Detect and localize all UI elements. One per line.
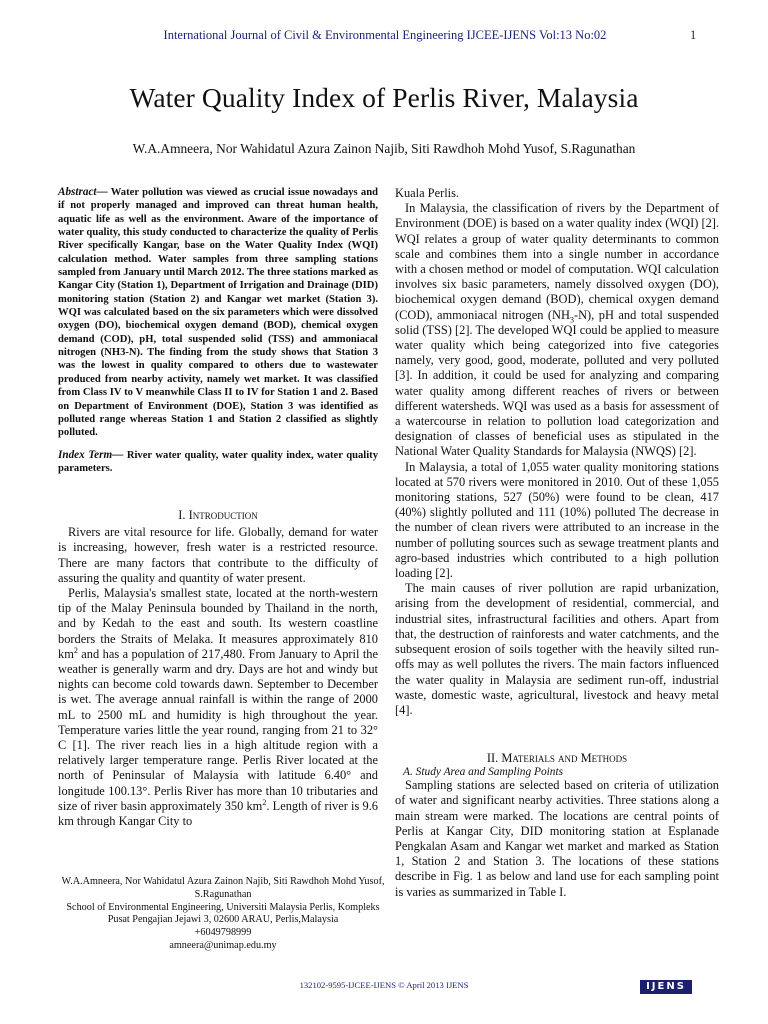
- page-number: 1: [690, 28, 697, 42]
- section-heading-introduction: [58, 508, 378, 523]
- abstract-lead: Abstract—: [58, 186, 108, 198]
- affiliation-phone: +6049798999: [194, 927, 252, 939]
- section-number: II.: [486, 751, 499, 766]
- index-terms-text: River water quality, water quality index, water quality parameters.: [58, 449, 378, 474]
- section-title: Introduction: [188, 508, 258, 523]
- ijens-logo: IJENS: [640, 980, 692, 994]
- intro-paragraph-1: Rivers are vital resource for life. Globally, demand for water is increasing, however, fresh water is a restricted resource. There are many factors that contribute to the difficulty of assuring the quality and quantity of water present.: [58, 525, 378, 585]
- affiliation-email: amneera@unimap.edu.my: [169, 939, 277, 951]
- footer-code: 132102-9595-IJCEE-IJENS © April 2013 IJENS: [299, 980, 469, 990]
- right-column: [395, 186, 719, 900]
- intro-paragraph-2c: . Length of river is 9.6 km through Kangar City to: [58, 798, 378, 829]
- abstract: [58, 186, 378, 440]
- subscript: 3: [569, 315, 574, 325]
- affiliation-school: School of Environmental Engineering, Universiti Malaysia Perlis, Kompleks Pusat Pengajian Jejawi 3, 02600 ARAU, Perlis,Malaysia: [66, 901, 380, 926]
- section-title: Materials and Methods: [501, 751, 628, 766]
- abstract-text: Water pollution was viewed as crucial issue nowadays and if not properly managed and improved can threat human health, aquatic life as well as the environment. Aware of the importance of water quality, this study conducted to characterize the quality of Perlis River specifically Kangar, base on the Water Quality Index (WQI) calculation method. Water samples from three sampling stations sampled from January until March 2012. The three stations marked as Kangar City (Station 1), Department of Irrigation and Drainage (DID) monitoring station (Station 2) and Kangar wet market (Station 3). WQI was calculated based on the six parameters which were dissolved oxygen (DO), biochemical oxygen demand (BOD), chemical oxygen demand (COD), pH, total suspended solid (TSS) and ammoniacal nitrogen (NH3-N). The finding from the study shows that Station 3 was the lowest in quality compared to others due to wastewater produced from nearby activity, namely wet market. It was classified from Class IV to V meanwhile Class II to IV for Station 1 and 2. Based on Department of Environment (DOE), Station 3 was identified as polluted range whereas Station 1 and Station 2 classified as slightly polluted.: [58, 187, 378, 439]
- intro-paragraph-2: [58, 586, 378, 829]
- running-head: International Journal of Civil & Environmental Engineering IJCEE-IJENS Vol:13 No:02: [163, 28, 607, 42]
- paper-title: Water Quality Index of Perlis River, Malaysia: [129, 82, 639, 113]
- intro-paragraph-2a: Perlis, Malaysia's smallest state, located at the north-western tip of the Malay Peninsula bounded by Thailand in the north, and by Kedah to the east and south. Its western coastline borders the Straits of Melaka. It measures approximately 810 km: [58, 586, 378, 661]
- superscript: 2: [262, 797, 267, 807]
- left-column: [58, 186, 378, 829]
- author-list: W.A.Amneera, Nor Wahidatul Azura Zainon Najib, Siti Rawdhoh Mohd Yusof, S.Ragunathan: [132, 141, 636, 156]
- intro-paragraph-3b: -N), pH and total suspended solid (TSS) [2]. The developed WQI could be applied to measure water quality which being categorized into five categories namely, very good, good, moderate, polluted and very polluted [3]. In addition, it could be used for analyzing and comparing water quality among different reaches of rivers or between different watersheds. WQI was used as a basis for assessment of a watercourse in relation to pollution load categorization and designation of classes of beneficial uses as stipulated in the National Water Quality Standards for Malaysia (NWQS) [2].: [395, 307, 719, 459]
- intro-paragraph-3a: In Malaysia, the classification of rivers by the Department of Environment (DOE) is based on a water quality index (WQI) [2]. WQI relates a group of water quality determinants to common scale and combines them into a single number in accordance with a chosen method or model of computation. WQI calculation involves six basic parameters, namely dissolved oxygen (DO), biochemical oxygen demand (BOD), chemical oxygen demand (COD), ammoniacal nitrogen (NH: [395, 201, 719, 322]
- index-terms: [58, 449, 378, 476]
- superscript: 2: [73, 645, 78, 655]
- intro-paragraph-2b: and has a population of 217,480. From January to April the weather is generally warm and dry. Days are hot and windy but nights can become cold towards dawn. September to December is wet. The average annual rainfall is within the range of 2000 mL to 2500 mL and humidity is high throughout the year. Temperature varies little the year round, ranging from 21 to 32° C [1]. The river reach lies in a high altitude region with a relatively larger temperature range. Perlis River located at the north of Peninsular of Malaysia with latitude 6.40° and longitude 100.13°. Perlis River has more than 10 tributaries and size of river basin approximately 350 km: [58, 646, 378, 813]
- intro-paragraph-4: In Malaysia, a total of 1,055 water quality monitoring stations located at 570 rivers were monitored in 2010. Out of these 1,055 monitoring stations, 527 (50%) were found to be clean, 417 (40%) slightly polluted and 111 (10%) polluted The decrease in the number of clean rivers were attributed to an increase in the number of polluting sources such as sewage treatment plants and agro-based industries which contributed to a high pollution loading [2].: [395, 459, 719, 581]
- intro-continuation: Kuala Perlis.: [395, 186, 460, 200]
- subsection-heading: A. Study Area and Sampling Points: [403, 766, 564, 779]
- intro-paragraph-3: [395, 201, 719, 459]
- affiliation-names: W.A.Amneera, Nor Wahidatul Azura Zainon Najib, Siti Rawdhoh Mohd Yusof, S.Ragunathan: [61, 876, 385, 900]
- methods-paragraph-1: Sampling stations are selected based on criteria of utilization of water and significant nearby activities. Three stations along a main stream were marked. The locations are central points of Perlis at Kangar City, DID monitoring station at Esplanade Pengkalan Asam and Kangar wet market and marked as Station 1, Station 2 and Station 3. The locations of these stations describe in Fig. 1 as below and land use for each sampling point is varies as summarized in Table I.: [395, 778, 719, 899]
- section-heading-methods: [395, 751, 719, 766]
- intro-paragraph-5: The main causes of river pollution are rapid urbanization, arising from the development of residential, commercial, and industrial sites, infrastructural facilities and others. Apart from that, the destruction of rainforests and water catchments, and the subsequent erosion of soils together with the heavily silted run-offs may as well pollutes the rivers. The main factors influenced the water quality in Malaysia are sediment run-off, industrial waste, domestic waste, agricultural, livestock and heavy metal [4].: [395, 581, 719, 717]
- index-terms-lead: Index Term—: [58, 448, 124, 461]
- author-affiliation: [58, 876, 388, 953]
- section-number: I.: [178, 508, 186, 523]
